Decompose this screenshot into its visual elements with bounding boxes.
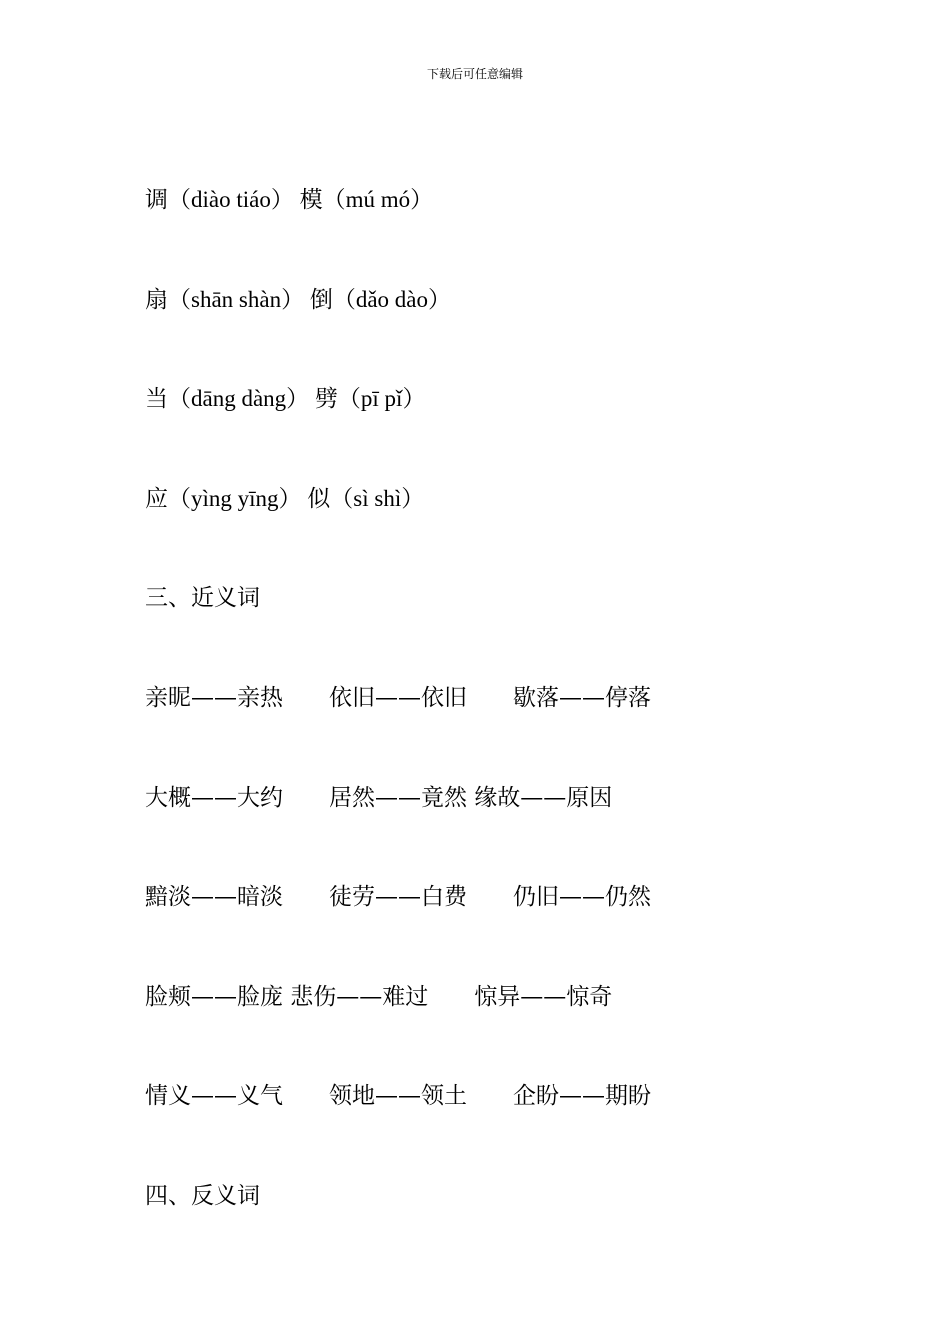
synonym-line-3: 黯淡——暗淡 徒劳——白费 仍旧——仍然 (145, 884, 651, 911)
polyphone-line-diao-mu: 调（diào tiáo） 模（mú mó） (145, 187, 434, 212)
section-heading-synonyms: 三、近义词 (145, 585, 260, 612)
synonym-line-2: 大概——大约 居然——竟然 缘故——原因 (145, 784, 613, 811)
polyphone-line-dang-pi: 当（dāng dàng） 劈（pī pǐ） (145, 386, 426, 412)
synonym-line-1: 亲昵——亲热 依旧——依旧 歇落——停落 (145, 684, 651, 711)
polyphone-line-ying-si: 应（yìng yīng） 似（sì shì） (145, 485, 425, 511)
synonym-line-5: 情义——义气 领地——领土 企盼——期盼 (145, 1083, 651, 1110)
page-header: 下载后可任意编辑 (426, 67, 523, 81)
section-heading-antonyms: 四、反义词 (145, 1182, 260, 1209)
polyphone-line-shan-dao: 扇（shān shàn） 倒（dǎo dào） (145, 286, 451, 312)
synonym-line-4: 脸颊——脸庞 悲伤——难过 惊异——惊奇 (145, 983, 613, 1010)
document-body (145, 180, 865, 1276)
